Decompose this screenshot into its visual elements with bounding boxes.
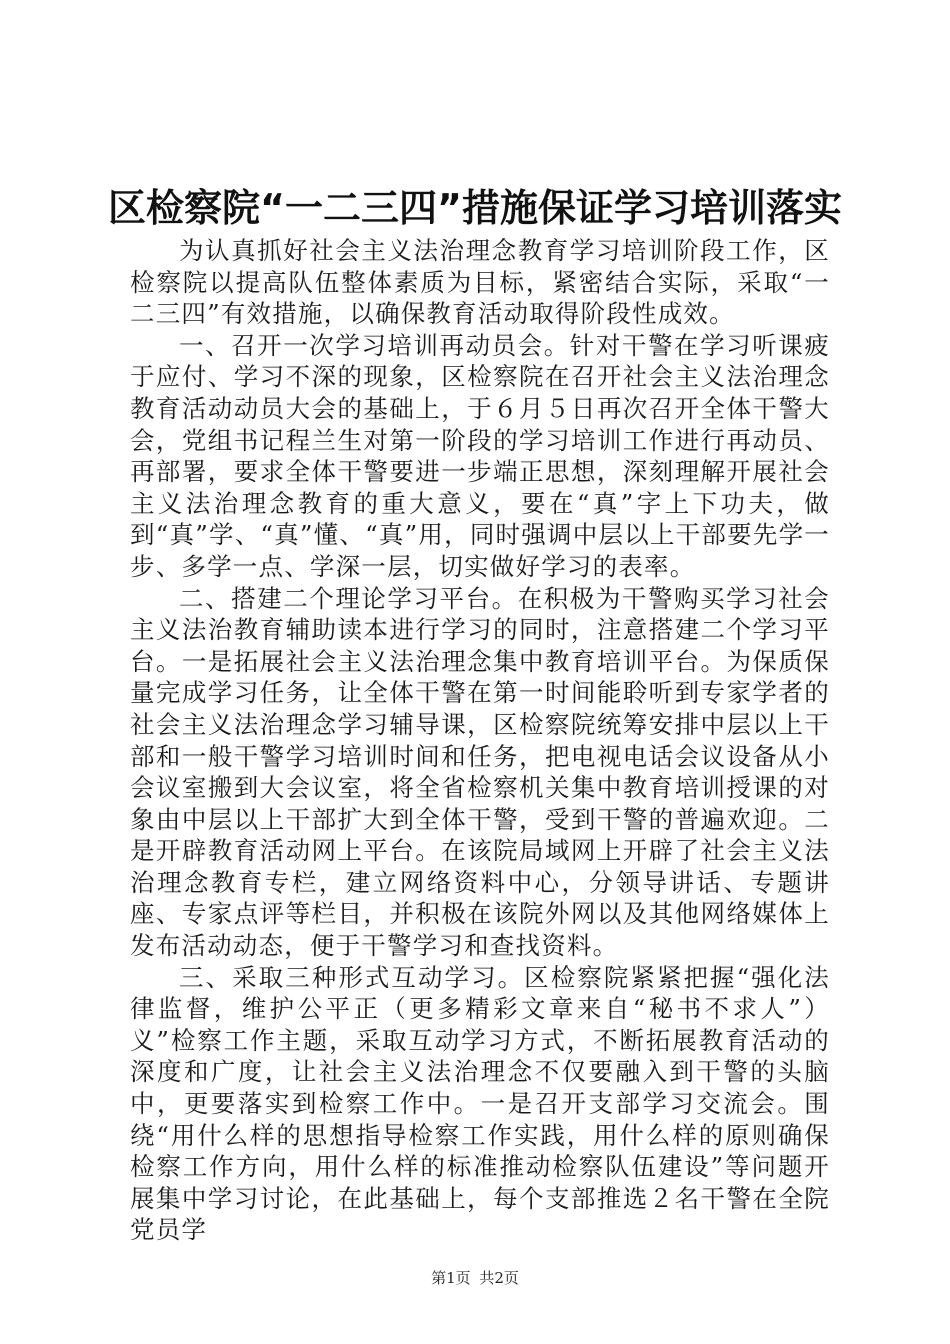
page-footer (0, 1268, 950, 1288)
page-total: 共2页 (479, 1269, 519, 1287)
document-title: 区检察院“一二三四”措施保证学习培训落实 (108, 186, 842, 230)
paragraph-intro: 为认真抓好社会主义法治理念教育学习培训阶段工作，区检察院以提高队伍整体素质为目标，紧密结合实际，采取“一二三四”有效措施，以确保教育活动取得阶段性成效。 (130, 236, 830, 329)
paragraph-section-two: 二、搭建二个理论学习平台。在积极为干警购买学习社会主义法治教育辅助读本进行学习的同时，注意搭建二个学习平台。一是拓展社会主义法治理念集中教育培训平台。为保质保量完成学习任务，让全体干警在第一时间能聆听到专家学者的社会主义法治理念学习辅导课，区检察院统筹安排中层以上干部和一般干警学习培训时间和任务，把电视电话会议设备从小会议室搬到大会议室，将全省检察机关集中教育培训授课的对象由中层以上干部扩大到全体干警，受到干警的普遍欢迎。二是开辟教育活动网上平台。在该院局域网上开辟了社会主义法治理念教育专栏，建立网络资料中心，分领导讲话、专题讲座、专家点评等栏目，并积极在该院外网以及其他网络媒体上发布活动动态，便于干警学习和查找资料。 (130, 583, 830, 961)
paragraph-section-one: 一、召开一次学习培训再动员会。针对干警在学习听课疲于应付、学习不深的现象，区检察院在召开社会主义法治理念教育活动动员大会的基础上，于６月５日再次召开全体干警大会，党组书记程兰生对第一阶段的学习培训工作进行再动员、再部署，要求全体干警要进一步端正思想，深刻理解开展社会主义法治理念教育的重大意义，要在“真”字上下功夫，做到“真”学、“真”懂、“真”用，同时强调中层以上干部要先学一步、多学一点、学深一层，切实做好学习的表率。 (130, 330, 830, 581)
paragraph-section-three: 三、采取三种形式互动学习。区检察院紧紧把握“强化法律监督，维护公平正（更多精彩文章来自“秘书不求人”）义”检察工作主题，采取互动学习方式，不断拓展教育活动的深度和广度，让社会主义法治理念不仅要融入到干警的头脑中，更要落实到检察工作中。一是召开支部学习交流会。围绕“用什么样的思想指导检察工作实践，用什么样的原则确保检察工作方向，用什么样的标准推动检察队伍建设”等问题开展集中学习讨论，在此基础上，每个支部推选２名干警在全院党员学 (130, 962, 830, 1245)
page-number: 第1页 (431, 1269, 471, 1287)
document-body (130, 235, 830, 1278)
